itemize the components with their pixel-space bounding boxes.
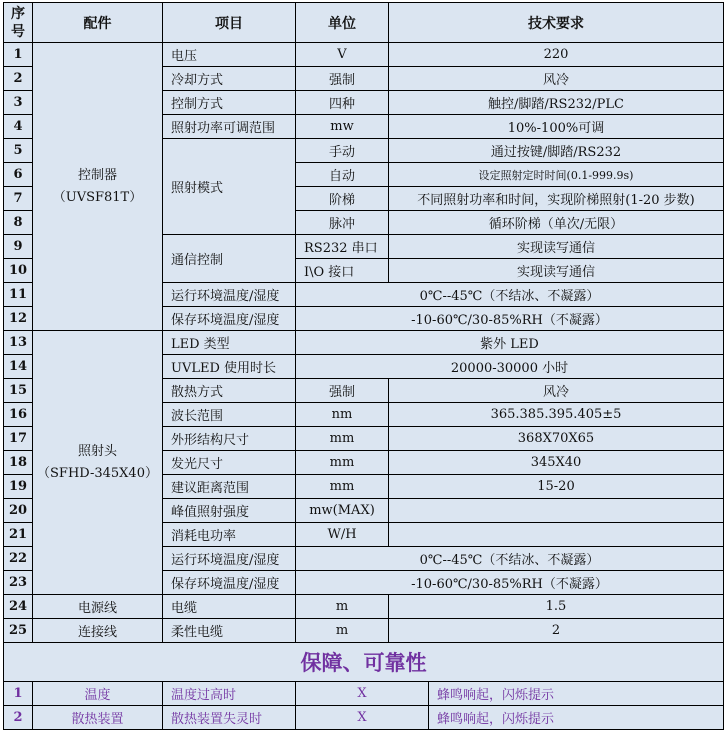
unit-cell: mm <box>296 427 389 451</box>
item-mode: 照射模式 <box>163 139 296 235</box>
row-number: 14 <box>4 355 33 379</box>
reliability-mark: X <box>296 706 429 730</box>
row-number: 6 <box>4 163 33 187</box>
row-number: 18 <box>4 451 33 475</box>
item-cell: 运行环境温度/湿度 <box>163 547 296 571</box>
reliability-title-row <box>4 643 724 682</box>
item-cell: 保存环境温度/湿度 <box>163 307 296 331</box>
row-number: 2 <box>4 67 33 91</box>
item-cell: 保存环境温度/湿度 <box>163 571 296 595</box>
table-row <box>4 595 724 619</box>
item-cell: 消耗电功率 <box>163 523 296 547</box>
requirement-cell: 365.385.395.405±5 <box>389 403 724 427</box>
reliability-desc: 蜂鸣响起，闪烁提示 <box>429 706 724 730</box>
row-number: 12 <box>4 307 33 331</box>
requirement-cell: 15-20 <box>389 475 724 499</box>
unit-cell: RS232 串口 <box>296 235 389 259</box>
requirement-cell: -10-60℃/30-85%RH（不凝露） <box>296 307 724 331</box>
requirement-cell: 紫外 LED <box>296 331 724 355</box>
item-cell: LED 类型 <box>163 331 296 355</box>
requirement-cell <box>389 499 724 523</box>
row-number: 17 <box>4 427 33 451</box>
row-number: 1 <box>4 43 33 67</box>
unit-cell: m <box>296 595 389 619</box>
unit-cell: mm <box>296 475 389 499</box>
spec-table-container <box>3 2 723 730</box>
item-cell: 控制方式 <box>163 91 296 115</box>
row-number: 8 <box>4 211 33 235</box>
requirement-cell: 345X40 <box>389 451 724 475</box>
part-controller: 控制器 （UVSF81T） <box>33 43 163 331</box>
unit-cell: 脉冲 <box>296 211 389 235</box>
reliability-desc: 蜂鸣响起，闪烁提示 <box>429 682 724 706</box>
item-cell: 发光尺寸 <box>163 451 296 475</box>
reliability-row <box>4 706 724 730</box>
row-number: 24 <box>4 595 33 619</box>
item-cell: 运行环境温度/湿度 <box>163 283 296 307</box>
unit-cell: m <box>296 619 389 643</box>
header-requirement: 技术要求 <box>389 3 724 43</box>
requirement-cell: 风冷 <box>389 379 724 403</box>
reliability-row <box>4 682 724 706</box>
row-number: 23 <box>4 571 33 595</box>
requirement-cell: -10-60℃/30-85%RH（不凝露） <box>296 571 724 595</box>
row-number: 20 <box>4 499 33 523</box>
row-number: 10 <box>4 259 33 283</box>
item-cell: 电缆 <box>163 595 296 619</box>
row-number: 13 <box>4 331 33 355</box>
item-cell: 冷却方式 <box>163 67 296 91</box>
unit-cell: I\O 接口 <box>296 259 389 283</box>
part-connect-line: 连接线 <box>33 619 163 643</box>
requirement-cell: 0℃--45℃（不结冰、不凝露） <box>296 547 724 571</box>
requirement-cell: 20000-30000 小时 <box>296 355 724 379</box>
item-comm: 通信控制 <box>163 235 296 283</box>
requirement-cell: 实现读写通信 <box>389 259 724 283</box>
requirement-cell: 10%-100%可调 <box>389 115 724 139</box>
row-number: 25 <box>4 619 33 643</box>
unit-cell: 手动 <box>296 139 389 163</box>
item-cell: 电压 <box>163 43 296 67</box>
reliability-item: 温度过高时 <box>163 682 296 706</box>
row-number: 16 <box>4 403 33 427</box>
row-number: 11 <box>4 283 33 307</box>
reliability-part: 温度 <box>33 682 163 706</box>
unit-cell: 强制 <box>296 67 389 91</box>
item-cell: 外形结构尺寸 <box>163 427 296 451</box>
requirement-cell: 循环阶梯（单次/无限） <box>389 211 724 235</box>
header-item: 项目 <box>163 3 296 43</box>
row-number: 7 <box>4 187 33 211</box>
reliability-item: 散热装置失灵时 <box>163 706 296 730</box>
requirement-cell: 0℃--45℃（不结冰、不凝露） <box>296 283 724 307</box>
header-part: 配件 <box>33 3 163 43</box>
requirement-cell: 220 <box>389 43 724 67</box>
unit-cell: W/H <box>296 523 389 547</box>
row-number: 21 <box>4 523 33 547</box>
row-number: 3 <box>4 91 33 115</box>
unit-cell: mw(MAX) <box>296 499 389 523</box>
part-head: 照射头 （SFHD-345X40） <box>33 331 163 595</box>
reliability-title: 保障、可靠性 <box>4 643 724 682</box>
requirement-cell: 1.5 <box>389 595 724 619</box>
item-cell: UVLED 使用时长 <box>163 355 296 379</box>
unit-cell: V <box>296 43 389 67</box>
unit-cell: 四种 <box>296 91 389 115</box>
requirement-cell: 实现读写通信 <box>389 235 724 259</box>
item-cell: 建议距离范围 <box>163 475 296 499</box>
item-cell: 峰值照射强度 <box>163 499 296 523</box>
requirement-cell: 通过按键/脚踏/RS232 <box>389 139 724 163</box>
row-number: 2 <box>4 706 33 730</box>
item-cell: 散热方式 <box>163 379 296 403</box>
requirement-cell: 368X70X65 <box>389 427 724 451</box>
header-unit: 单位 <box>296 3 389 43</box>
row-number: 5 <box>4 139 33 163</box>
unit-cell: 强制 <box>296 379 389 403</box>
header-row <box>4 3 724 43</box>
row-number: 1 <box>4 682 33 706</box>
part-power-line: 电源线 <box>33 595 163 619</box>
item-cell: 柔性电缆 <box>163 619 296 643</box>
table-row <box>4 619 724 643</box>
unit-cell: nm <box>296 403 389 427</box>
requirement-cell: 2 <box>389 619 724 643</box>
requirement-cell: 设定照射定时时间(0.1-999.9s) <box>389 163 724 187</box>
reliability-part: 散热装置 <box>33 706 163 730</box>
unit-cell: mw <box>296 115 389 139</box>
item-cell: 波长范围 <box>163 403 296 427</box>
unit-cell: 自动 <box>296 163 389 187</box>
requirement-cell: 不同照射功率和时间，实现阶梯照射(1-20 步数) <box>389 187 724 211</box>
requirement-cell <box>389 523 724 547</box>
requirement-cell: 触控/脚踏/RS232/PLC <box>389 91 724 115</box>
row-number: 19 <box>4 475 33 499</box>
unit-cell: mm <box>296 451 389 475</box>
reliability-mark: X <box>296 682 429 706</box>
unit-cell: 阶梯 <box>296 187 389 211</box>
header-seq: 序 号 <box>4 3 33 43</box>
table-row <box>4 43 724 67</box>
item-cell: 照射功率可调范围 <box>163 115 296 139</box>
row-number: 15 <box>4 379 33 403</box>
spec-table <box>3 2 724 730</box>
requirement-cell: 风冷 <box>389 67 724 91</box>
row-number: 9 <box>4 235 33 259</box>
row-number: 22 <box>4 547 33 571</box>
row-number: 4 <box>4 115 33 139</box>
table-row <box>4 331 724 355</box>
